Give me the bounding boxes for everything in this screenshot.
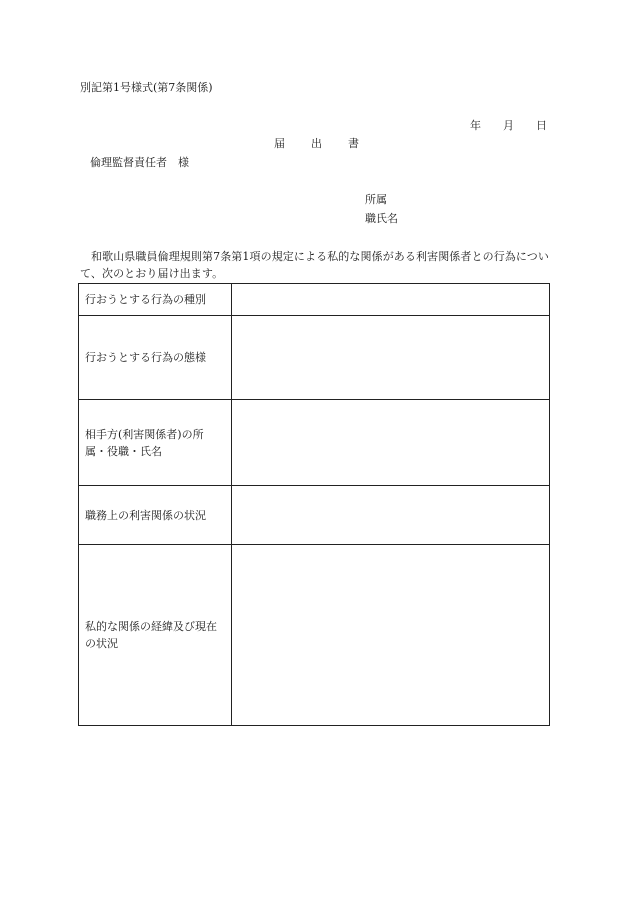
table-row (79, 284, 550, 316)
row-value-field[interactable] (232, 486, 550, 545)
date-line (470, 120, 547, 131)
form-number-label: 別記第1号様式(第7条関係) (80, 81, 213, 94)
row-value-field[interactable] (232, 284, 550, 316)
affiliation-label: 所属 (365, 193, 387, 206)
date-year-label: 年 (470, 119, 481, 132)
row-label: 相手方(利害関係者)の所属・役職・氏名 (79, 400, 232, 486)
table-row (79, 486, 550, 545)
report-table (78, 283, 550, 726)
addressee: 倫理監督責任者 様 (90, 156, 189, 169)
document-title: 届出書 (274, 137, 385, 150)
row-label: 職務上の利害関係の状況 (79, 486, 232, 545)
row-value-field[interactable] (232, 545, 550, 726)
body-paragraph: 和歌山県職員倫理規則第7条第1項の規定による私的な関係がある利害関係者との行為について、次のとおり届け出ます。 (80, 250, 549, 280)
row-label: 私的な関係の経緯及び現在の状況 (79, 545, 232, 726)
row-value-field[interactable] (232, 400, 550, 486)
table-row (79, 400, 550, 486)
row-label: 行おうとする行為の種別 (79, 284, 232, 316)
name-label: 職氏名 (365, 212, 398, 225)
date-day-label: 日 (536, 119, 547, 132)
table-row (79, 545, 550, 726)
row-value-field[interactable] (232, 316, 550, 400)
table-row (79, 316, 550, 400)
date-month-label: 月 (503, 119, 514, 132)
row-label: 行おうとする行為の態様 (79, 316, 232, 400)
